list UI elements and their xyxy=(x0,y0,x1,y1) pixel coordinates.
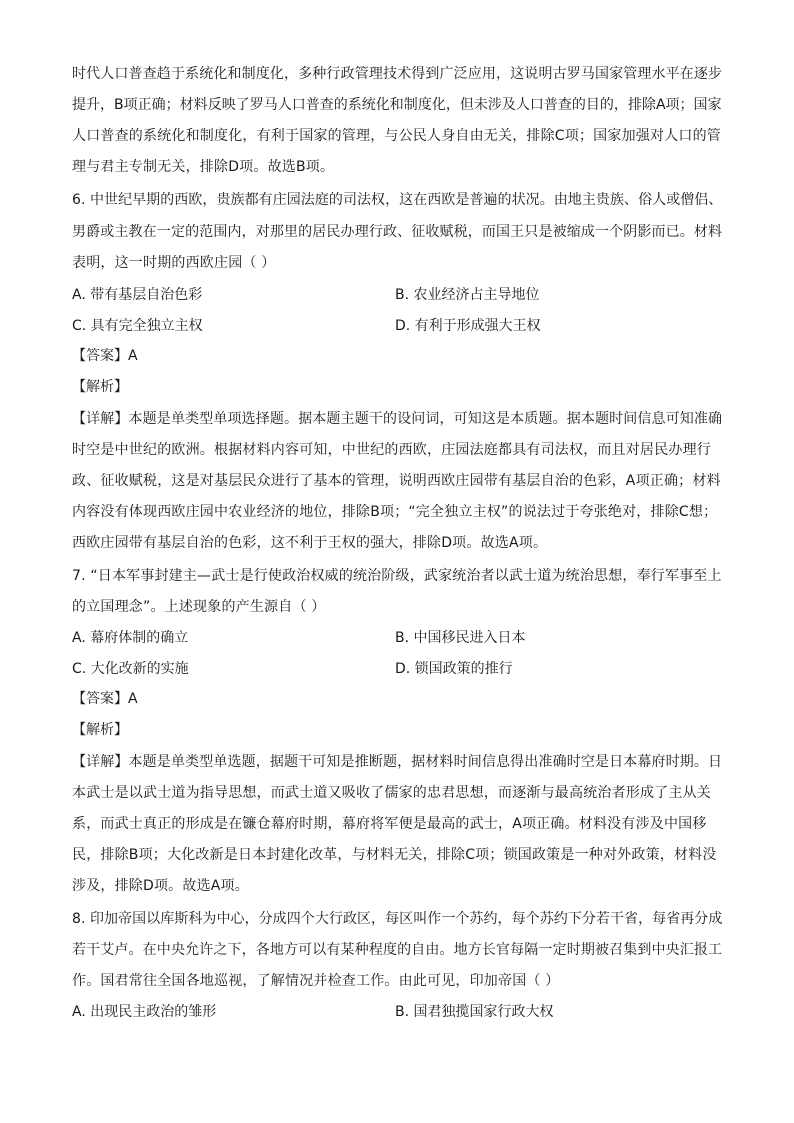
q6-stem-line: 6. 中世纪早期的西欧，贵族都有庄园法庭的司法权，这在西欧是普遍的状况。由地主贵族、俗人或僧侣、 xyxy=(72,192,723,208)
q8-stem-line: 8. 印加帝国以库斯科为中心，分成四个大行政区，每区叫作一个苏约，每个苏约下分若干省，每省再分成 xyxy=(72,911,723,927)
intro-line: 理与君主专制无关，排除D项。故选B项。 xyxy=(72,159,335,175)
q6-detail-line: 内容没有体现西欧庄园中农业经济的地位，排除B项；“完全独立主权”的说法过于夸张绝对，排除C想； xyxy=(72,504,718,520)
q6-detail-line: 西欧庄园带有基层自治的色彩，这不利于王权的强大，排除D项。故选A项。 xyxy=(72,535,548,551)
q6-option-d: D. 有利于形成强大王权 xyxy=(395,318,541,334)
q7-detail-line: 本武士是以武士道为指导思想，而武士道又吸收了儒家的忠君思想，而逐渐与最高统治者形成了主从关 xyxy=(72,785,711,801)
q6-option-a: A. 带有基层自治色彩 xyxy=(72,287,203,303)
q6-analysis-label: 【解析】 xyxy=(72,379,128,395)
intro-line: 提升，B项正确；材料反映了罗马人口普查的系统化和制度化，但未涉及人口普查的目的，排除A项；国家 xyxy=(72,97,722,113)
q6-option-c: C. 具有完全独立主权 xyxy=(72,318,203,334)
q6-answer: 【答案】A xyxy=(72,348,138,364)
q7-detail-line: 系，而武士真正的形成是在镰仓幕府时期，幕府将军便是最高的武士，A项正确。材料没有涉及中国移 xyxy=(72,816,707,832)
q7-detail-line: 【详解】本题是单类型单选题，据题干可知是推断题，据材料时间信息得出准确时空是日本幕府时期。日 xyxy=(72,754,723,770)
intro-line: 时代人口普查趋于系统化和制度化，多种行政管理技术得到广泛应用，这说明古罗马国家管理水平在逐步 xyxy=(72,66,723,82)
q7-analysis-label: 【解析】 xyxy=(72,722,128,738)
q8-stem-line: 若干艾卢。在中央允许之下，各地方可以有某种程度的自由。地方长官每隔一定时期被召集到中央汇报工 xyxy=(72,942,723,958)
q6-stem-line: 男爵或主教在一定的范围内，对那里的居民办理行政、征收赋税，而国王只是被缩成一个阴影而已。材料 xyxy=(72,224,723,240)
intro-line: 人口普查的系统化和制度化，有利于国家的管理，与公民人身自由无关，排除C项；国家加强对人口的管 xyxy=(72,128,721,144)
q7-option-c: C. 大化改新的实施 xyxy=(72,661,189,677)
q8-option-a: A. 出现民主政治的雏形 xyxy=(72,1004,217,1020)
q8-option-b: B. 国君独揽国家行政大权 xyxy=(395,1004,554,1020)
q7-answer: 【答案】A xyxy=(72,691,138,707)
q6-option-b: B. 农业经济占主导地位 xyxy=(395,287,540,303)
q6-detail-line: 【详解】本题是单类型单项选择题。据本题主题干的设问词，可知这是本质题。据本题时间信息可知准确 xyxy=(72,411,723,427)
q6-detail-line: 政、征收赋税，这是对基层民众进行了基本的管理，说明西欧庄园带有基层自治的色彩，A项正确；材料 xyxy=(72,473,721,489)
q7-stem-line: 7. “日本军事封建主—武士是行使政治权威的统治阶级，武家统治者以武士道为统治思想，奉行军事至上 xyxy=(72,568,722,584)
q6-detail-line: 时空是中世纪的欧洲。根据材料内容可知，中世纪的西欧，庄园法庭都具有司法权，而且对居民办理行 xyxy=(72,442,711,458)
q8-stem-line: 作。国君常往全国各地巡视，了解情况并检查工作。由此可见，印加帝国（ ） xyxy=(72,973,560,989)
q7-detail-line: 民，排除B项；大化改新是日本封建化改革，与材料无关，排除C项；锁国政策是一种对外政策，材料没 xyxy=(72,847,717,863)
q7-option-a: A. 幕府体制的确立 xyxy=(72,630,189,646)
q7-option-b: B. 中国移民进入日本 xyxy=(395,630,526,646)
q7-detail-line: 涉及，排除D项。故选A项。 xyxy=(72,878,249,894)
q7-stem-line: 的立国理念”。上述现象的产生源自（ ） xyxy=(72,599,326,615)
q6-stem-line: 表明，这一时期的西欧庄园（ ） xyxy=(72,255,276,271)
q7-option-d: D. 锁国政策的推行 xyxy=(395,661,513,677)
